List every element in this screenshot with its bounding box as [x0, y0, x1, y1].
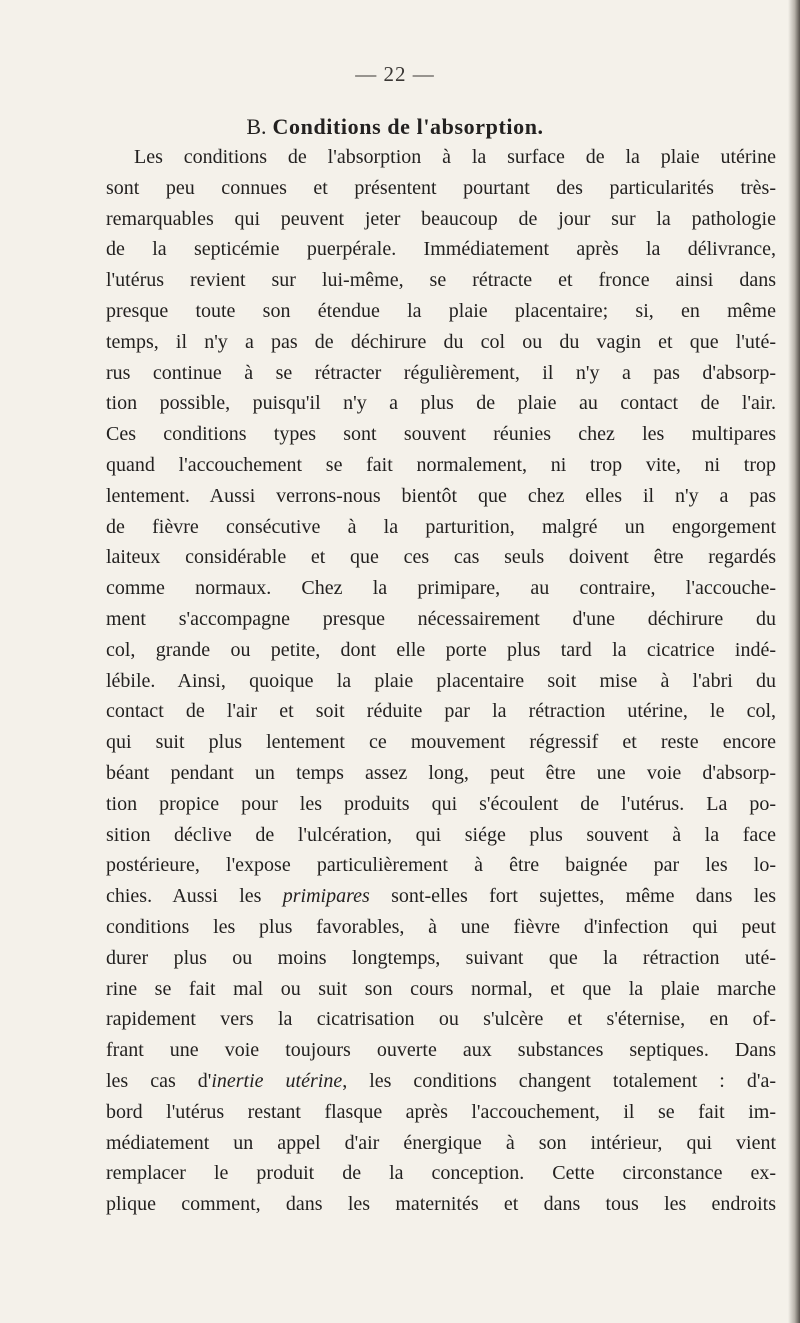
- section-letter: B.: [246, 114, 267, 139]
- text-line: quand l'accouchement se fait normalement, ni trop vite, ni trop: [106, 453, 776, 476]
- text-line: Ces conditions types sont souvent réunies chez les multipares: [106, 423, 776, 446]
- text-line: remarquables qui peuvent jeter beaucoup de jour sur la pathologie: [106, 207, 776, 230]
- text-line: comme normaux. Chez la primipare, au contraire, l'accouche-: [106, 577, 776, 600]
- text-line: sont peu connues et présentent pourtant des particularités très-: [106, 176, 776, 199]
- text-line: conditions les plus favorables, à une fièvre d'infection qui peut: [106, 915, 776, 938]
- section-title: Conditions de l'absorption.: [272, 114, 544, 139]
- body-paragraph: [106, 142, 776, 1220]
- text-line: qui suit plus lentement ce mouvement régressif et reste encore: [106, 731, 776, 754]
- text-line: tion possible, puisqu'il n'y a plus de plaie au contact de l'air.: [106, 392, 776, 415]
- text-line: laiteux considérable et que ces cas seuls doivent être regardés: [106, 546, 776, 569]
- italic-term: primipares: [282, 885, 370, 908]
- text-line: [106, 881, 776, 912]
- text-line: temps, il n'y a pas de déchirure du col ou du vagin et que l'uté-: [106, 330, 776, 353]
- text-line: remplacer le produit de la conception. Cette circonstance ex-: [106, 1162, 776, 1185]
- text-line: contact de l'air et soit réduite par la rétraction utérine, le col,: [106, 700, 776, 723]
- text-line: bord l'utérus restant flasque après l'accouchement, il se fait im-: [106, 1100, 776, 1123]
- text-line: rus continue à se rétracter régulièrement, il n'y a pas d'absorp-: [106, 361, 776, 384]
- text-line-segment: chies. Aussi les: [106, 885, 283, 908]
- page-edge-shadow: [788, 0, 800, 1323]
- text-line: béant pendant un temps assez long, peut être une voie d'absorp-: [106, 761, 776, 784]
- text-line: col, grande ou petite, dont elle porte plus tard la cicatrice indé-: [106, 638, 776, 661]
- text-line: Les conditions de l'absorption à la surface de la plaie utérine: [134, 146, 776, 168]
- text-line-segment: , les conditions changent totalement : d'a-: [342, 1069, 776, 1092]
- text-line: ment s'accompagne presque nécessairement d'une déchirure du: [106, 607, 776, 630]
- section-heading: [0, 113, 790, 141]
- text-line: lébile. Ainsi, quoique la plaie placentaire soit mise à l'abri du: [106, 669, 776, 692]
- text-line: lentement. Aussi verrons-nous bientôt que chez elles il n'y a pas: [106, 484, 776, 507]
- text-line: presque toute son étendue la plaie placentaire; si, en même: [106, 299, 776, 322]
- page-number: — 22 —: [355, 62, 435, 86]
- text-line: sition déclive de l'ulcération, qui siége plus souvent à la face: [106, 823, 776, 846]
- text-line: de fièvre consécutive à la parturition, malgré un engorgement: [106, 515, 776, 538]
- text-line: [106, 1066, 776, 1097]
- text-line: postérieure, l'expose particulièrement à être baignée par les lo-: [106, 854, 776, 877]
- text-line-segment: les cas d': [106, 1069, 212, 1092]
- text-line: durer plus ou moins longtemps, suivant que la rétraction uté-: [106, 946, 776, 969]
- text-line: rine se fait mal ou suit son cours normal, et que la plaie marche: [106, 977, 776, 1000]
- text-line: l'utérus revient sur lui-même, se rétracte et fronce ainsi dans: [106, 269, 776, 292]
- text-line: rapidement vers la cicatrisation ou s'ulcère et s'éternise, en of-: [106, 1008, 776, 1031]
- text-line: médiatement un appel d'air énergique à son intérieur, qui vient: [106, 1131, 776, 1154]
- text-line: tion propice pour les produits qui s'écoulent de l'utérus. La po-: [106, 792, 776, 815]
- text-line-segment: sont-elles fort sujettes, même dans les: [369, 885, 776, 908]
- text-line: frant une voie toujours ouverte aux substances septiques. Dans: [106, 1039, 776, 1062]
- text-line: de la septicémie puerpérale. Immédiatement après la délivrance,: [106, 238, 776, 261]
- italic-term: inertie utérine: [211, 1069, 343, 1092]
- text-line: plique comment, dans les maternités et dans tous les endroits: [106, 1193, 776, 1216]
